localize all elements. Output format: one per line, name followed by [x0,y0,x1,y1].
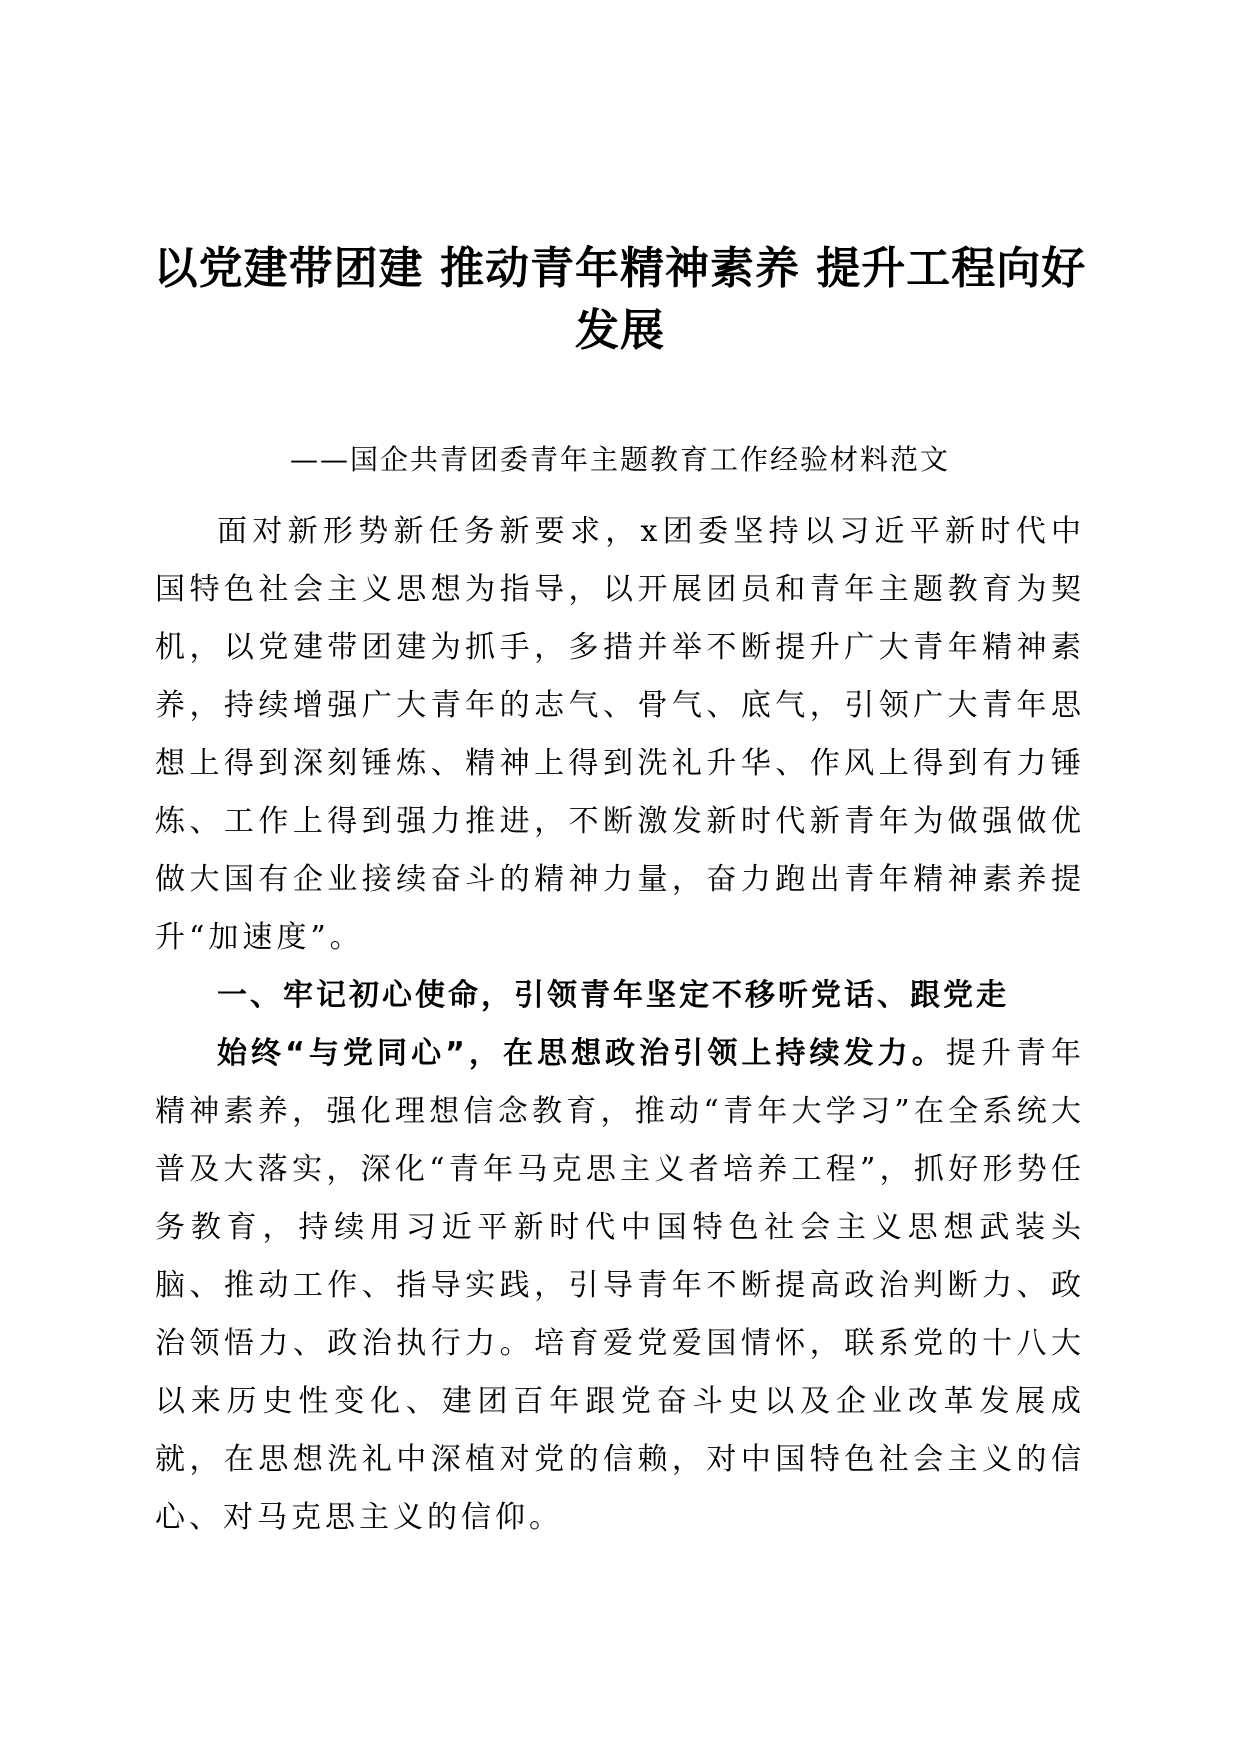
intro-paragraph: 面对新形势新任务新要求，x团委坚持以习近平新时代中国特色社会主义思想为指导，以开展团员和青年主题教育为契机，以党建带团建为抓手，多措并举不断提升广大青年精神素养，持续增强广大青年的志气、骨气、底气，引领广大青年思想上得到深刻锤炼、精神上得到洗礼升华、作风上得到有力锤炼、工作上得到强力推进，不断激发新时代新青年为做强做优做大国有企业接续奋斗的精神力量，奋力跑出青年精神素养提升“加速度”。 [155,514,1085,955]
section-heading: 一、牢记初心使命，引领青年坚定不移听党话、跟党走 [217,978,1009,1013]
section-paragraph [155,1025,1085,1547]
section-paragraph-lead: 始终“与党同心”，在思想政治引领上持续发力。 [217,1036,946,1071]
document-subtitle: ——国企共青团委青年主题教育工作经验材料范文 [289,443,950,476]
document-title: 以党建带团建 推动青年精神素养 提升工程向好发展 [153,243,1087,356]
section-paragraph-body: 提升青年精神素养，强化理想信念教育，推动“青年大学习”在全系统大普及大落实，深化“青年马克思主义者培养工程”，抓好形势任务教育，持续用习近平新时代中国特色社会主义思想武装头脑、推动工作、指导实践，引导青年不断提高政治判断力、政治领悟力、政治执行力。培育爱党爱国情怀，联系党的十八大以来历史性变化、建团百年跟党奋斗史以及企业改革发展成就，在思想洗礼中深植对党的信赖，对中国特色社会主义的信心、对马克思主义的信仰。 [155,1036,1085,1535]
